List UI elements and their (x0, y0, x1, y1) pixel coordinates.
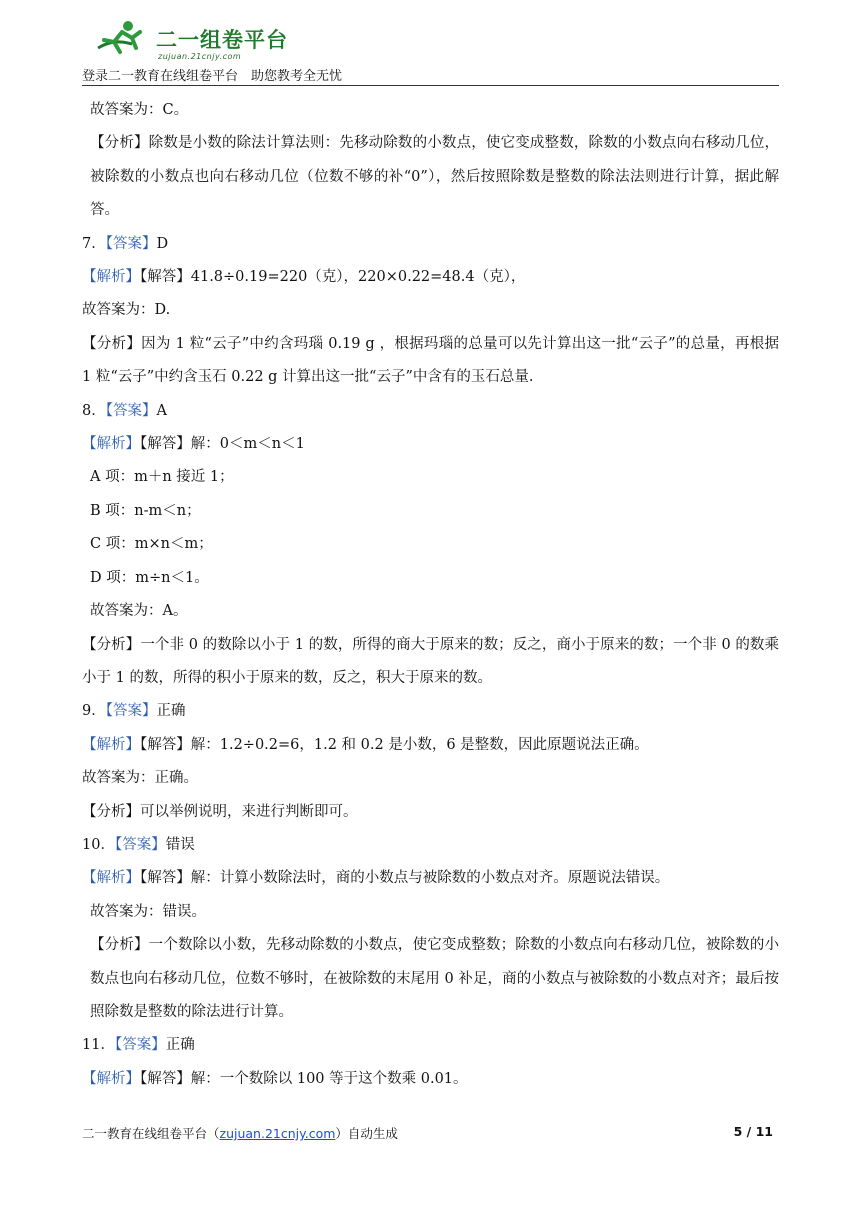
question-7-final: 故答案为：D. (82, 302, 171, 319)
question-number: 8． (82, 402, 106, 419)
footer-suffix: ）自动生成 (335, 1126, 398, 1141)
question-7-analysis (82, 328, 779, 395)
explanation-tag: 【解析】 (82, 870, 140, 887)
explanation-tag: 【解析】 (82, 269, 140, 286)
question-number: 11． (82, 1037, 115, 1054)
question-7-answer (82, 228, 779, 261)
answer-tag: 【答案】 (105, 703, 157, 720)
question-number: 7． (82, 235, 106, 252)
analysis-text: 可以举例说明，来进行判断即可。 (140, 803, 358, 820)
question-9-final: 故答案为：正确。 (82, 770, 198, 787)
footer-prefix: 二一教育在线组卷平台（ (82, 1126, 220, 1141)
analysis-tag: 【分析】 (90, 135, 149, 152)
header-slogan: 登录二一教育在线组卷平台 助您教考全无忧 (82, 69, 343, 84)
option-b-line: B 项：n-m＜n； (90, 502, 201, 519)
logo-subtitle: zujuan.21cnjy.com (158, 52, 242, 61)
answer-tag: 【答案】 (105, 402, 157, 419)
logo-title: 二一组卷平台 (156, 28, 288, 52)
footer-source (82, 1124, 398, 1142)
analysis-text: 一个非 0 的数除以小于 1 的数，所得的商大于原来的数；反之，商小于原来的数；一个非 0 的数乘小于 1 的数，所得的积小于原来的数，反之，积大于原来的数。 (82, 636, 780, 686)
question-10-solution (82, 862, 779, 895)
solution-tag: 【解答】 (140, 736, 191, 753)
page-number: 5 / 11 (733, 1124, 773, 1139)
question-10-analysis (82, 929, 779, 1029)
solution-text: 41.8÷0.19=220（克），220×0.22=48.4（克）， (190, 269, 526, 286)
explanation-tag: 【解析】 (82, 1070, 140, 1087)
explanation-tag: 【解析】 (82, 436, 140, 453)
analysis-tag: 【分析】 (82, 803, 140, 820)
page-header (82, 14, 779, 87)
explanation-tag: 【解析】 (82, 736, 140, 753)
answer-value: 错误 (165, 836, 195, 853)
logo (92, 14, 292, 66)
question-number: 10． (82, 836, 115, 853)
question-7-solution (82, 261, 779, 294)
solution-text: 解：0＜m＜n＜1 (190, 436, 305, 453)
solution-text: 解：计算小数除法时，商的小数点与被除数的小数点对齐。原题说法错误。 (190, 870, 670, 887)
page-footer (82, 1124, 779, 1144)
answer-line: 故答案为：C。 (90, 102, 189, 118)
answer-tag: 【答案】 (105, 235, 157, 252)
question-9-solution (82, 729, 779, 762)
analysis-paragraph (82, 127, 779, 227)
question-number: 9． (82, 703, 106, 720)
analysis-text: 一个数除以小数，先移动除数的小数点，使它变成整数；除数的小数点向右移动几位，被除数的小数点也向右移动几位，位数不够时，在被除数的末尾用 0 补足，商的小数点与被除数的小数点对齐；最后按照除数是整数的除法进行计算。 (90, 937, 780, 1020)
question-8-analysis (82, 629, 779, 696)
question-11-solution (82, 1063, 779, 1096)
question-10-final: 故答案为：错误。 (90, 903, 206, 920)
option-a-line: A 项：m＋n 接近 1； (90, 469, 234, 486)
question-8-solution (82, 428, 779, 461)
question-9-analysis (82, 796, 779, 829)
solution-text: 解：1.2÷0.2=6，1.2 和 0.2 是小数，6 是整数，因此原题说法正确。 (190, 736, 649, 753)
answer-value: 正确 (156, 703, 186, 720)
answer-value: A (156, 402, 167, 419)
answer-tag: 【答案】 (114, 836, 166, 853)
question-9-answer (82, 695, 779, 728)
analysis-tag: 【分析】 (82, 636, 141, 653)
analysis-tag: 【分析】 (82, 335, 142, 352)
question-10-answer (82, 829, 779, 862)
solution-tag: 【解答】 (140, 870, 191, 887)
analysis-text: 除数是小数的除法计算法则：先移动除数的小数点，使它变成整数，除数的小数点向右移动几位，被除数的小数点也向右移动几位（位数不够的补“0”），然后按照除数是整数的除法法则进行计算，据此解答。 (90, 135, 780, 219)
solution-text: 解：一个数除以 100 等于这个数乘 0.01。 (190, 1070, 468, 1087)
header-divider (82, 85, 779, 86)
question-11-answer (82, 1029, 779, 1062)
analysis-text: 因为 1 粒“云子”中约含玛瑙 0.19 g ，根据玛瑙的总量可以先计算出这一批“云子”的总量，再根据 1 粒“云子”中约含玉石 0.22 g 计算出这一批“云子”中含有的玉石总量. (82, 335, 779, 386)
document-body (82, 94, 779, 1096)
runner-logo-icon (92, 18, 150, 60)
answer-value: D (156, 235, 169, 252)
analysis-tag: 【分析】 (90, 937, 149, 954)
question-8-final: 故答案为：A。 (90, 603, 188, 620)
footer-link[interactable]: zujuan.21cnjy.com (219, 1126, 336, 1141)
solution-tag: 【解答】 (140, 1070, 191, 1087)
answer-tag: 【答案】 (114, 1037, 166, 1054)
question-8-answer (82, 395, 779, 428)
answer-value: 正确 (165, 1037, 195, 1054)
solution-tag: 【解答】 (140, 436, 191, 453)
option-c-line: C 项：m×n＜m； (90, 536, 213, 553)
solution-tag: 【解答】 (140, 269, 191, 286)
option-d-line: D 项：m÷n＜1。 (90, 569, 209, 586)
